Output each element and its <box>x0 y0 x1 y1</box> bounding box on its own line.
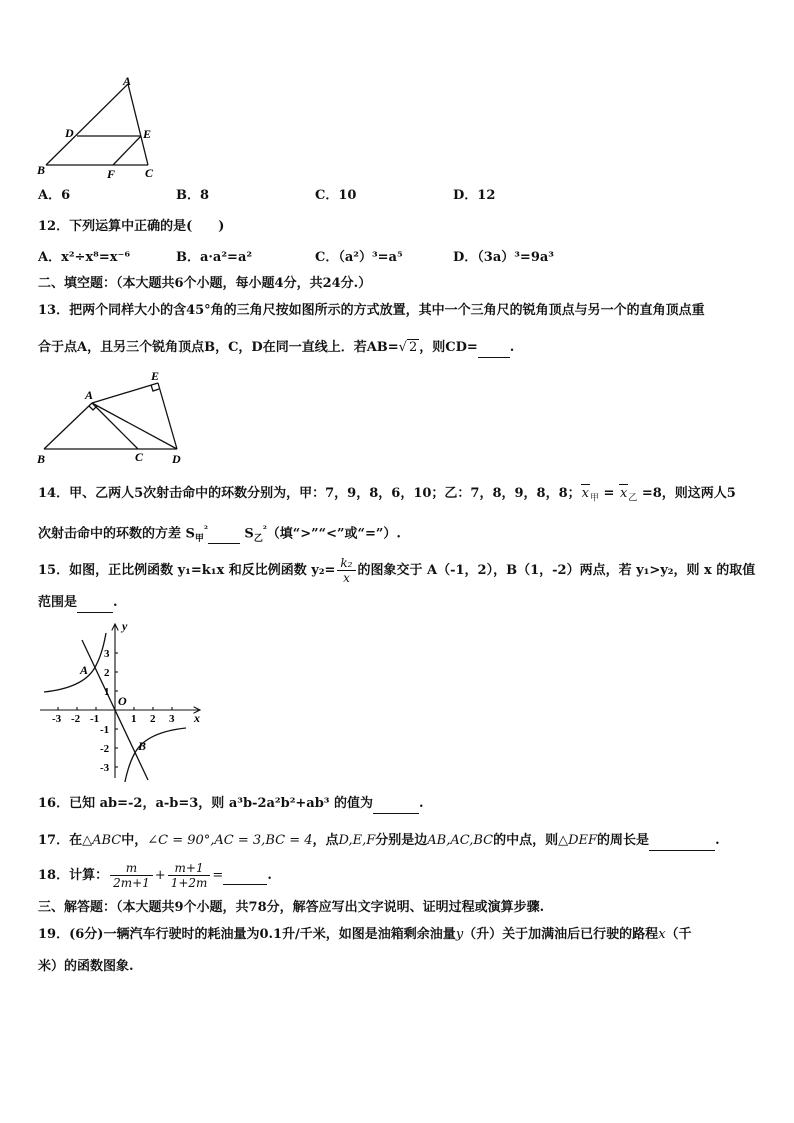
q19-text-c: （千 <box>665 927 692 942</box>
q11-option-b: B．8 <box>176 188 210 203</box>
q17-g: 分别是边 <box>375 833 428 848</box>
q11-option-a: A．6 <box>38 188 71 203</box>
section-2-heading: 二、填空题：（本大题共6个小题，每小题4分，共24分.） <box>38 276 372 291</box>
q17-l: . <box>715 833 720 848</box>
label-F: F <box>107 167 116 181</box>
s-sq-1: ² <box>203 525 208 535</box>
q17-d: ∠C = 90°,AC = 3,BC = 4 <box>147 833 313 848</box>
q14-text-c: 次射击命中的环数的方差 S <box>38 526 195 542</box>
q14-line2 <box>38 521 401 548</box>
var-x: x <box>658 927 666 942</box>
xtick-2: 2 <box>150 713 156 725</box>
label-D: D <box>65 126 74 140</box>
xtick-neg1: -1 <box>90 713 100 725</box>
q17-h: AB,AC,BC <box>427 833 494 848</box>
frac-den: x <box>343 571 350 585</box>
answer-blank <box>649 832 715 851</box>
s-sub-jia: 甲 <box>194 533 204 544</box>
axis-label-x: x <box>194 711 200 725</box>
q12-option-a: A．x²÷x⁸=x⁻⁶ <box>38 250 131 265</box>
q14-line1 <box>38 484 736 508</box>
q18 <box>38 858 272 894</box>
q16-text: 16．已知 ab=-2，a-b=3，则 a³b-2a²b²+ab³ 的值为 <box>38 796 374 811</box>
var-y: y <box>455 927 464 942</box>
q13-text-a: 合于点A，且另三个锐角顶点B，C，D在同一直线上．若AB= <box>38 340 399 355</box>
answer-blank <box>223 868 267 885</box>
sqrt-symbol: √ <box>398 340 407 355</box>
point-B-label: B <box>138 739 147 753</box>
q15-text-b: 的图象交于 A（-1，2），B（1，-2）两点，若 y₁>y₂，则 x 的取值 <box>357 563 756 578</box>
q17-k: 的周长是 <box>597 833 650 848</box>
xtick-neg2: -2 <box>71 713 81 725</box>
q12-option-c: C．（a²）³=a⁵ <box>315 250 403 265</box>
ytick-neg2: -2 <box>100 743 110 755</box>
sub-jia: 甲 <box>589 493 599 504</box>
q17-f: D,E,F <box>338 833 376 848</box>
q14-text-a: 14．甲、乙两人5次射击命中的环数分别为，甲：7，9，8，6，10；乙：7，8，9，8，8； <box>38 486 581 501</box>
answer-blank <box>373 795 419 814</box>
ytick-neg3: -3 <box>100 762 110 774</box>
fraction-1 <box>110 861 153 890</box>
q17-c: 中， <box>121 833 148 848</box>
q18-label: 18．计算： <box>38 868 109 883</box>
xtick-neg3: -3 <box>52 713 62 725</box>
q18-end: . <box>267 868 272 883</box>
answer-blank <box>478 339 510 358</box>
ytick-3: 3 <box>104 648 110 660</box>
q12-stem: 12．下列运算中正确的是( ) <box>38 219 225 234</box>
fraction-k2-over-x <box>337 556 355 585</box>
s-sub-yi: 乙 <box>253 533 263 544</box>
label-A: A <box>85 388 94 402</box>
q16 <box>38 795 424 814</box>
xtick-3: 3 <box>169 713 175 725</box>
triangle-figure-q11 <box>34 74 164 182</box>
sqrt-arg: 2 <box>408 340 418 355</box>
function-graph-q15 <box>36 618 208 782</box>
q17-i: 的中点，则 <box>493 833 559 848</box>
q19-text-b: （升）关于加满油后已行驶的路程 <box>463 927 659 942</box>
q17-b: △ABC <box>82 833 122 848</box>
xbar-jia: x <box>581 486 589 501</box>
frac2-den: 1+2m <box>170 876 208 890</box>
frac1-num: m <box>110 861 153 876</box>
label-B: B <box>37 163 46 177</box>
q15-text-c: 范围是 <box>38 595 78 610</box>
q15-text-d: . <box>113 595 118 610</box>
fraction-2 <box>168 861 211 890</box>
xtick-1: 1 <box>131 713 137 725</box>
label-E: E <box>143 127 152 141</box>
s-sq-2: ² <box>262 525 267 535</box>
q15-line2 <box>38 594 118 613</box>
q19-text-a: 19．(6分)一辆汽车行驶时的耗油量为0.1升/千米，如图是油箱剩余油量 <box>38 927 456 942</box>
ytick-1: 1 <box>104 686 110 698</box>
q11-option-d: D．12 <box>453 188 496 203</box>
frac2-num: m+1 <box>168 861 211 876</box>
q12-option-d: D．（3a）³=9a³ <box>453 250 554 265</box>
origin-label: O <box>118 694 127 708</box>
q16-end: . <box>419 796 424 811</box>
axis-label-y: y <box>122 619 128 633</box>
plus-sign: + <box>154 868 166 883</box>
triangles-figure-q13 <box>34 367 186 467</box>
label-E: E <box>151 369 160 383</box>
label-C: C <box>145 166 154 180</box>
label-D: D <box>172 452 181 466</box>
q19-line2: 米）的函数图象. <box>38 959 134 974</box>
point-A-label: A <box>80 663 89 677</box>
q17-e: ，点 <box>312 833 339 848</box>
q15-line1 <box>38 556 755 585</box>
q17-a: 17．在 <box>38 833 83 848</box>
section-3-heading: 三、解答题：（本大题共9个小题，共78分，解答应写出文字说明、证明过程或演算步骤. <box>38 900 545 915</box>
q17-j: △DEF <box>558 833 598 848</box>
q15-text-a: 15．如图，正比例函数 y₁=k₁x 和反比例函数 y₂= <box>38 563 336 578</box>
answer-blank <box>208 525 240 544</box>
equals-sign: = <box>212 868 224 883</box>
q17 <box>38 832 720 851</box>
label-A: A <box>123 74 132 88</box>
q14-text-b: =8，则这两人5 <box>637 486 736 501</box>
label-B: B <box>37 452 46 466</box>
xbar-yi: x <box>619 486 628 501</box>
q19-line1 <box>38 926 692 944</box>
q13-text-c: . <box>509 340 515 355</box>
frac1-den: 2m+1 <box>113 876 150 890</box>
answer-blank <box>77 594 113 613</box>
q13-line2 <box>38 339 514 358</box>
q12-option-b: B．a·a²=a² <box>176 250 253 265</box>
label-C: C <box>135 450 144 464</box>
ytick-2: 2 <box>104 667 110 679</box>
sub-yi: 乙 <box>628 493 638 504</box>
q14-eq: = <box>599 486 619 501</box>
q14-text-d: S <box>239 526 254 542</box>
frac-num: k₂ <box>337 556 355 571</box>
q11-option-c: C．10 <box>315 188 357 203</box>
q13-text-b: ，则CD= <box>419 340 478 355</box>
q14-text-e: （填“>”“<”或“=”）. <box>266 526 401 542</box>
ytick-neg1: -1 <box>100 724 110 736</box>
q13-line1: 13．把两个同样大小的含45°角的三角尺按如图所示的方式放置，其中一个三角尺的锐角顶点与另一个的直角顶点重 <box>38 303 705 318</box>
